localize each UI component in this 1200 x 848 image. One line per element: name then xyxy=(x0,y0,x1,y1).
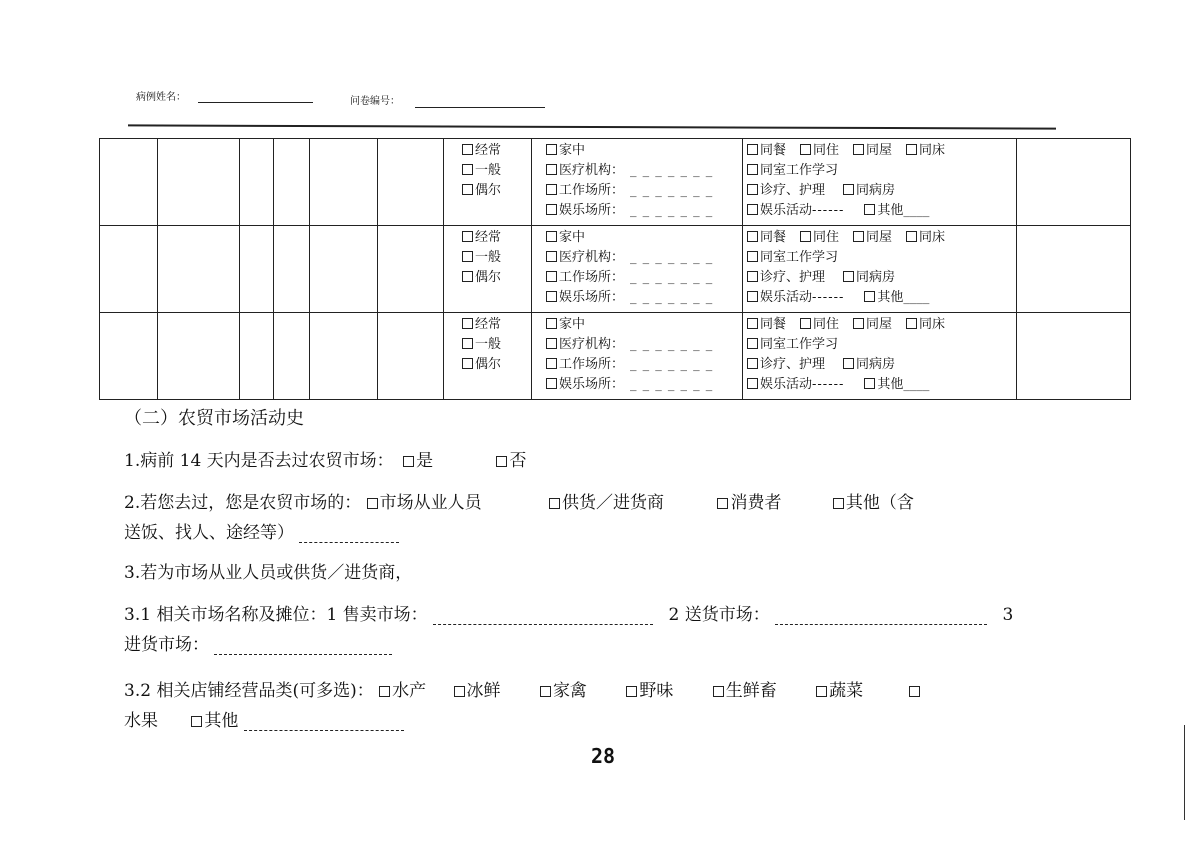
contact-option[interactable]: 同床 xyxy=(906,317,945,332)
checkbox-icon[interactable] xyxy=(747,144,758,155)
contact-option[interactable]: 同屋 xyxy=(853,317,892,332)
q1-option-yes[interactable]: 是 xyxy=(403,451,433,471)
checkbox-icon[interactable] xyxy=(546,338,557,349)
frequency-option[interactable]: 偶尔 xyxy=(462,181,531,201)
contact-cell xyxy=(743,139,1017,226)
q1-line xyxy=(124,446,526,471)
contact-other-blank[interactable]: ____ xyxy=(903,203,930,218)
checkbox-icon[interactable] xyxy=(906,318,917,329)
contact-option[interactable]: 同屋 xyxy=(853,230,892,245)
checkbox-icon[interactable] xyxy=(843,358,854,369)
place-blank[interactable]: _ _ _ _ _ _ _ xyxy=(630,357,714,372)
contact-option[interactable]: 同病房 xyxy=(843,183,895,198)
q2-continuation: 送饭、找人、途经等） xyxy=(124,523,294,543)
table-cell[interactable] xyxy=(240,313,274,400)
q3-2-option-other[interactable]: 其他 xyxy=(191,711,238,731)
checkbox-icon[interactable] xyxy=(800,231,811,242)
table-cell[interactable] xyxy=(158,139,240,226)
contact-blank[interactable]: ------ xyxy=(812,377,845,392)
q3-1-part2: 2 送货市场： xyxy=(668,605,770,625)
table-cell[interactable] xyxy=(240,226,274,313)
frequency-cell xyxy=(444,313,532,400)
contact-option[interactable]: 同屋 xyxy=(853,143,892,158)
checkbox-icon[interactable] xyxy=(379,686,390,697)
q2-option-consumer[interactable]: 消费者 xyxy=(717,493,781,513)
q3-2-line xyxy=(124,676,922,701)
checkbox-icon[interactable] xyxy=(540,686,551,697)
contact-blank[interactable]: ------ xyxy=(812,290,845,305)
checkbox-icon[interactable] xyxy=(546,251,557,262)
checkbox-icon[interactable] xyxy=(546,231,557,242)
contact-option[interactable]: 诊疗、护理 xyxy=(747,183,825,198)
table-row xyxy=(100,139,1131,226)
place-option[interactable]: 娱乐场所： _ _ _ _ _ _ _ xyxy=(546,375,742,395)
checkbox-icon[interactable] xyxy=(747,358,758,369)
q3-1-continuation-line xyxy=(124,630,392,655)
contact-option[interactable]: 同病房 xyxy=(843,270,895,285)
q3-2-option-aquatic[interactable]: 水产 xyxy=(379,681,426,701)
checkbox-icon[interactable] xyxy=(816,686,827,697)
frequency-option[interactable]: 经常 xyxy=(462,228,531,248)
checkbox-icon[interactable] xyxy=(747,164,758,175)
contact-option[interactable]: 同病房 xyxy=(843,357,895,372)
checkbox-icon[interactable] xyxy=(747,271,758,282)
place-blank[interactable]: _ _ _ _ _ _ _ xyxy=(630,270,714,285)
place-option[interactable]: 医疗机构： _ _ _ _ _ _ _ xyxy=(546,248,742,268)
contact-option[interactable]: 同餐 xyxy=(747,143,786,158)
questionnaire-no-label: 问卷编号： xyxy=(350,96,400,107)
place-cell xyxy=(532,313,743,400)
checkbox-icon[interactable] xyxy=(496,456,507,467)
table-cell[interactable] xyxy=(378,139,444,226)
place-option[interactable]: 家中 xyxy=(546,228,742,248)
checkbox-icon[interactable] xyxy=(843,184,854,195)
case-name-field[interactable] xyxy=(198,101,313,103)
place-option[interactable]: 医疗机构： _ _ _ _ _ _ _ xyxy=(546,335,742,355)
checkbox-icon[interactable] xyxy=(462,144,473,155)
checkbox-icon[interactable] xyxy=(864,204,875,215)
table-cell[interactable] xyxy=(100,226,158,313)
table-cell[interactable] xyxy=(100,139,158,226)
checkbox-icon[interactable] xyxy=(367,498,378,509)
checkbox-icon[interactable] xyxy=(546,184,557,195)
place-option[interactable]: 家中 xyxy=(546,315,742,335)
contact-option[interactable]: 诊疗、护理 xyxy=(747,357,825,372)
contact-option[interactable]: 娱乐活动 xyxy=(747,203,812,218)
table-cell[interactable] xyxy=(158,226,240,313)
case-name-label: 病例姓名： xyxy=(136,92,186,103)
checkbox-icon[interactable] xyxy=(462,318,473,329)
q3-text: 3.若为市场从业人员或供货／进货商， xyxy=(124,563,413,583)
checkbox-icon[interactable] xyxy=(843,271,854,282)
checkbox-icon[interactable] xyxy=(747,338,758,349)
checkbox-icon[interactable] xyxy=(747,204,758,215)
q3-2-option-chilled[interactable]: 冰鲜 xyxy=(454,681,501,701)
contact-other-blank[interactable]: ____ xyxy=(903,290,930,305)
checkbox-icon[interactable] xyxy=(403,456,414,467)
checkbox-icon[interactable] xyxy=(462,358,473,369)
contact-option[interactable]: 其他 xyxy=(864,290,903,305)
contact-other-blank[interactable]: ____ xyxy=(903,377,930,392)
contact-option[interactable]: 诊疗、护理 xyxy=(747,270,825,285)
checkbox-icon[interactable] xyxy=(906,231,917,242)
contact-option[interactable]: 同室工作学习 xyxy=(747,335,1016,355)
checkbox-icon[interactable] xyxy=(909,686,920,697)
table-cell[interactable] xyxy=(158,313,240,400)
table-cell[interactable] xyxy=(274,139,310,226)
place-blank[interactable]: _ _ _ _ _ _ _ xyxy=(630,203,714,218)
checkbox-icon[interactable] xyxy=(864,291,875,302)
q2-continuation-line xyxy=(124,518,399,543)
q3-2-option-poultry[interactable]: 家禽 xyxy=(540,681,587,701)
checkbox-icon[interactable] xyxy=(853,318,864,329)
table-cell[interactable] xyxy=(274,313,310,400)
checkbox-icon[interactable] xyxy=(462,338,473,349)
table-cell[interactable] xyxy=(310,139,378,226)
scan-edge-line xyxy=(1184,725,1185,820)
contact-cell xyxy=(743,313,1017,400)
checkbox-icon[interactable] xyxy=(546,291,557,302)
contact-option[interactable]: 同住 xyxy=(800,143,839,158)
place-option[interactable]: 医疗机构： _ _ _ _ _ _ _ xyxy=(546,161,742,181)
checkbox-icon[interactable] xyxy=(906,144,917,155)
checkbox-icon[interactable] xyxy=(546,271,557,282)
purchase-market-field[interactable] xyxy=(214,654,392,655)
q2-option-worker[interactable]: 市场从业人员 xyxy=(367,493,482,513)
frequency-option[interactable]: 一般 xyxy=(462,248,531,268)
table-cell[interactable] xyxy=(100,313,158,400)
q3-1-text: 3.1 相关市场名称及摊位：1 售卖市场： xyxy=(124,605,428,625)
table-cell[interactable] xyxy=(240,139,274,226)
other-category-field[interactable] xyxy=(244,730,404,731)
q3-1-part3: 3 xyxy=(1002,605,1014,625)
place-option[interactable]: 家中 xyxy=(546,141,742,161)
table-cell[interactable] xyxy=(274,226,310,313)
contact-option[interactable]: 同餐 xyxy=(747,230,786,245)
checkbox-icon[interactable] xyxy=(853,231,864,242)
checkbox-icon[interactable] xyxy=(747,291,758,302)
selling-market-field[interactable] xyxy=(433,624,653,625)
q3-2-continuation-line xyxy=(124,706,404,731)
checkbox-icon[interactable] xyxy=(462,231,473,242)
place-blank[interactable]: _ _ _ _ _ _ _ xyxy=(630,163,714,178)
frequency-option[interactable]: 经常 xyxy=(462,315,531,335)
checkbox-icon[interactable] xyxy=(717,498,728,509)
q3-2-option-vegetable[interactable]: 蔬菜 xyxy=(816,681,863,701)
q1-option-no[interactable]: 否 xyxy=(496,451,526,471)
q2-line xyxy=(124,488,914,513)
contact-option[interactable]: 同床 xyxy=(906,143,945,158)
contact-option[interactable]: 其他 xyxy=(864,203,903,218)
place-blank[interactable]: _ _ _ _ _ _ _ xyxy=(630,337,714,352)
q3-1-continuation: 进货市场： xyxy=(124,635,209,655)
q2-other-field[interactable] xyxy=(299,542,399,543)
checkbox-icon[interactable] xyxy=(546,204,557,215)
place-cell xyxy=(532,139,743,226)
table-cell[interactable] xyxy=(1017,313,1131,400)
place-option[interactable]: 娱乐场所： _ _ _ _ _ _ _ xyxy=(546,288,742,308)
checkbox-icon[interactable] xyxy=(546,164,557,175)
contact-option[interactable]: 同室工作学习 xyxy=(747,161,1016,181)
checkbox-icon[interactable] xyxy=(462,271,473,282)
contact-option[interactable]: 娱乐活动 xyxy=(747,290,812,305)
contact-option[interactable]: 同床 xyxy=(906,230,945,245)
frequency-option[interactable]: 偶尔 xyxy=(462,268,531,288)
place-blank[interactable]: _ _ _ _ _ _ _ xyxy=(630,377,714,392)
checkbox-icon[interactable] xyxy=(800,318,811,329)
table-cell[interactable] xyxy=(378,226,444,313)
frequency-cell xyxy=(444,226,532,313)
contact-option[interactable]: 同住 xyxy=(800,317,839,332)
checkbox-icon[interactable] xyxy=(747,231,758,242)
contact-option[interactable]: 其他 xyxy=(864,377,903,392)
checkbox-icon[interactable] xyxy=(833,498,844,509)
place-option[interactable]: 工作场所： _ _ _ _ _ _ _ xyxy=(546,181,742,201)
checkbox-icon[interactable] xyxy=(853,144,864,155)
q2-option-other[interactable]: 其他（含 xyxy=(833,493,914,513)
checkbox-icon[interactable] xyxy=(462,251,473,262)
place-cell xyxy=(532,226,743,313)
checkbox-icon[interactable] xyxy=(546,318,557,329)
checkbox-icon[interactable] xyxy=(546,378,557,389)
checkbox-icon[interactable] xyxy=(549,498,560,509)
checkbox-icon[interactable] xyxy=(747,251,758,262)
table-cell[interactable] xyxy=(1017,226,1131,313)
delivery-market-field[interactable] xyxy=(775,624,987,625)
q1-text: 1.病前 14 天内是否去过农贸市场： xyxy=(124,451,394,471)
place-blank[interactable]: _ _ _ _ _ _ _ xyxy=(630,183,714,198)
place-option[interactable]: 工作场所： _ _ _ _ _ _ _ xyxy=(546,268,742,288)
checkbox-icon[interactable] xyxy=(462,184,473,195)
table-cell[interactable] xyxy=(310,226,378,313)
checkbox-icon[interactable] xyxy=(546,144,557,155)
section-title: （二）农贸市场活动史 xyxy=(124,408,304,429)
checkbox-icon[interactable] xyxy=(713,686,724,697)
checkbox-icon[interactable] xyxy=(462,164,473,175)
table-cell[interactable] xyxy=(378,313,444,400)
contact-option[interactable]: 同餐 xyxy=(747,317,786,332)
checkbox-icon[interactable] xyxy=(747,318,758,329)
place-blank[interactable]: _ _ _ _ _ _ _ xyxy=(630,290,714,305)
contact-blank[interactable]: ------ xyxy=(812,203,845,218)
q2-text: 2.若您去过，您是农贸市场的： xyxy=(124,493,362,513)
checkbox-icon[interactable] xyxy=(800,144,811,155)
checkbox-icon[interactable] xyxy=(191,716,202,727)
frequency-option[interactable]: 一般 xyxy=(462,161,531,181)
place-option[interactable]: 娱乐场所： _ _ _ _ _ _ _ xyxy=(546,201,742,221)
q3-2-option-fruit-label: 水果 xyxy=(124,711,158,731)
q3-1-line xyxy=(124,600,1013,625)
checkbox-icon[interactable] xyxy=(454,686,465,697)
place-option[interactable]: 工作场所： _ _ _ _ _ _ _ xyxy=(546,355,742,375)
frequency-option[interactable]: 经常 xyxy=(462,141,531,161)
contact-cell xyxy=(743,226,1017,313)
contact-option[interactable]: 同住 xyxy=(800,230,839,245)
q2-option-supplier[interactable]: 供货／进货商 xyxy=(549,493,664,513)
table-cell[interactable] xyxy=(1017,139,1131,226)
frequency-cell xyxy=(444,139,532,226)
frequency-option[interactable]: 偶尔 xyxy=(462,355,531,375)
checkbox-icon[interactable] xyxy=(626,686,637,697)
contact-table xyxy=(99,138,1131,400)
q3-2-text: 3.2 相关店铺经营品类(可多选)： xyxy=(124,681,374,701)
table-row xyxy=(100,226,1131,313)
page-number: 28 xyxy=(591,744,616,768)
table-row xyxy=(100,313,1131,400)
checkbox-icon[interactable] xyxy=(546,358,557,369)
q3-2-option-livestock[interactable]: 生鲜畜 xyxy=(713,681,777,701)
header-divider xyxy=(128,124,1056,129)
frequency-option[interactable]: 一般 xyxy=(462,335,531,355)
place-blank[interactable]: _ _ _ _ _ _ _ xyxy=(630,250,714,265)
contact-option[interactable]: 同室工作学习 xyxy=(747,248,1016,268)
table-cell[interactable] xyxy=(310,313,378,400)
checkbox-icon[interactable] xyxy=(864,378,875,389)
q3-2-option-game[interactable]: 野味 xyxy=(626,681,673,701)
questionnaire-no-field[interactable] xyxy=(415,106,545,108)
checkbox-icon[interactable] xyxy=(747,378,758,389)
contact-option[interactable]: 娱乐活动 xyxy=(747,377,812,392)
checkbox-icon[interactable] xyxy=(747,184,758,195)
